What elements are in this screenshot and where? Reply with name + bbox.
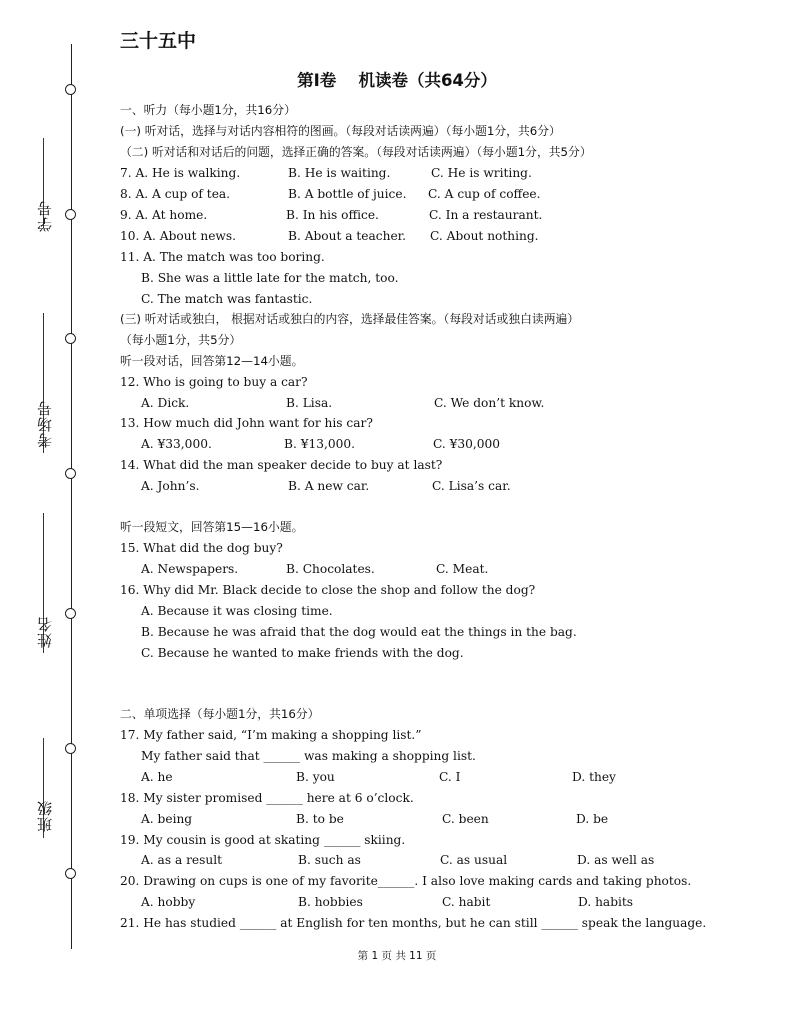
q17-sentence: My father said that ______ was making a shopping list. xyxy=(141,749,476,763)
q13-stem: 13. How much did John want for his car? xyxy=(120,416,373,430)
q15-option-b: B. Chocolates. xyxy=(286,562,375,576)
q17-option-b: B. you xyxy=(296,770,335,784)
q20-stem: 20. Drawing on cups is one of my favorite______. I also love making cards and taking photos. xyxy=(120,874,692,888)
binding-hole xyxy=(65,868,76,879)
part1-sub2: （二) 听对话和对话后的问题，选择正确的答案。（每段对话读两遍）（每小题1分，共5分） xyxy=(120,145,592,159)
q15-stem: 15. What did the dog buy? xyxy=(120,541,283,555)
q15-option-c: C. Meat. xyxy=(436,562,489,576)
q14-option-a: A. John’s. xyxy=(141,479,200,493)
dialogue-intro: 听一段对话，回答第12—14小题。 xyxy=(120,354,304,368)
q19-option-a: A. as a result xyxy=(141,853,223,867)
q10-stem: 10. A. About news. xyxy=(120,229,236,243)
q8-option-b: B. A bottle of juice. xyxy=(288,187,407,201)
q17-stem: 17. My father said, “I’m making a shopping list.” xyxy=(120,728,422,742)
q12-option-a: A. Dick. xyxy=(141,396,190,410)
q19-option-b: B. such as xyxy=(298,853,361,867)
q13-option-b: B. ¥13,000. xyxy=(284,437,355,451)
part1-heading: 一、听力（每小题1分，共16分） xyxy=(120,103,296,117)
part2-heading: 二、单项选择（每小题1分，共16分） xyxy=(120,707,320,721)
q18-stem: 18. My sister promised ______ here at 6 o’clock. xyxy=(120,791,414,805)
binding-line xyxy=(71,44,72,949)
q7-option-c: C. He is writing. xyxy=(431,166,532,180)
q12-option-c: C. We don’t know. xyxy=(434,396,545,410)
q7-option-b: B. He is waiting. xyxy=(288,166,391,180)
binding-hole xyxy=(65,608,76,619)
q19-option-c: C. as usual xyxy=(440,853,508,867)
exam-room-label: 考场号 xyxy=(36,400,54,448)
q9-option-c: C. In a restaurant. xyxy=(429,208,543,222)
page-footer: 第 1 页 共 11 页 xyxy=(357,950,437,962)
q20-option-c: C. habit xyxy=(442,895,491,909)
binding-hole xyxy=(65,468,76,479)
binding-hole xyxy=(65,333,76,344)
q14-stem: 14. What did the man speaker decide to buy at last? xyxy=(120,458,443,472)
q19-stem: 19. My cousin is good at skating ______ skiing. xyxy=(120,833,406,847)
q14-option-c: C. Lisa’s car. xyxy=(432,479,511,493)
q18-option-a: A. being xyxy=(141,812,193,826)
q20-option-d: D. habits xyxy=(578,895,634,909)
q9-option-b: B. In his office. xyxy=(286,208,379,222)
q15-option-a: A. Newspapers. xyxy=(141,562,239,576)
q20-option-b: B. hobbies xyxy=(298,895,363,909)
q13-option-c: C. ¥30,000 xyxy=(433,437,501,451)
q18-option-b: B. to be xyxy=(296,812,344,826)
q12-option-b: B. Lisa. xyxy=(286,396,333,410)
q11-stem: 11. A. The match was too boring. xyxy=(120,250,325,264)
q10-option-b: B. About a teacher. xyxy=(288,229,407,243)
q21-stem: 21. He has studied ______ at English for ten months, but he can still ______ speak the language. xyxy=(120,916,707,930)
q8-stem: 8. A. A cup of tea. xyxy=(120,187,231,201)
q11-option-b: B. She was a little late for the match, too. xyxy=(141,271,399,285)
q9-stem: 9. A. At home. xyxy=(120,208,208,222)
q14-option-b: B. A new car. xyxy=(288,479,370,493)
q17-option-c: C. I xyxy=(439,770,461,784)
q18-option-c: C. been xyxy=(442,812,489,826)
binding-hole xyxy=(65,743,76,754)
q18-option-d: D. be xyxy=(576,812,609,826)
q13-option-a: A. ¥33,000. xyxy=(141,437,212,451)
q17-option-d: D. they xyxy=(572,770,616,784)
student-id-label: 学号 xyxy=(36,200,54,232)
part1-sub3: (三) 听对话或独白， 根据对话或独白的内容，选择最佳答案。（每段对话或独白读两遍） xyxy=(120,312,580,326)
q17-option-a: A. he xyxy=(141,770,173,784)
name-label: 姓名 xyxy=(36,616,54,648)
q19-option-d: D. as well as xyxy=(577,853,655,867)
q11-option-c: C. The match was fantastic. xyxy=(141,292,313,306)
school-name: 三十五中 xyxy=(120,30,197,52)
paper-title: 第Ⅰ卷 机读卷（共64分） xyxy=(297,71,497,90)
q16-option-c: C. Because he wanted to make friends with the dog. xyxy=(141,646,464,660)
part1-sub3-score: （每小题1分，共5分） xyxy=(120,333,242,347)
q8-option-c: C. A cup of coffee. xyxy=(428,187,541,201)
binding-hole xyxy=(65,209,76,220)
passage-intro: 听一段短文，回答第15—16小题。 xyxy=(120,520,304,534)
q16-option-a: A. Because it was closing time. xyxy=(141,604,333,618)
part1-sub1: (一) 听对话，选择与对话内容相符的图画。（每段对话读两遍）（每小题1分，共6分） xyxy=(120,124,561,138)
q7-stem: 7. A. He is walking. xyxy=(120,166,241,180)
q12-stem: 12. Who is going to buy a car? xyxy=(120,375,308,389)
class-label: 班级 xyxy=(36,800,54,832)
q16-option-b: B. Because he was afraid that the dog would eat the things in the bag. xyxy=(141,625,577,639)
q20-option-a: A. hobby xyxy=(141,895,196,909)
q10-option-c: C. About nothing. xyxy=(430,229,539,243)
q16-stem: 16. Why did Mr. Black decide to close the shop and follow the dog? xyxy=(120,583,536,597)
